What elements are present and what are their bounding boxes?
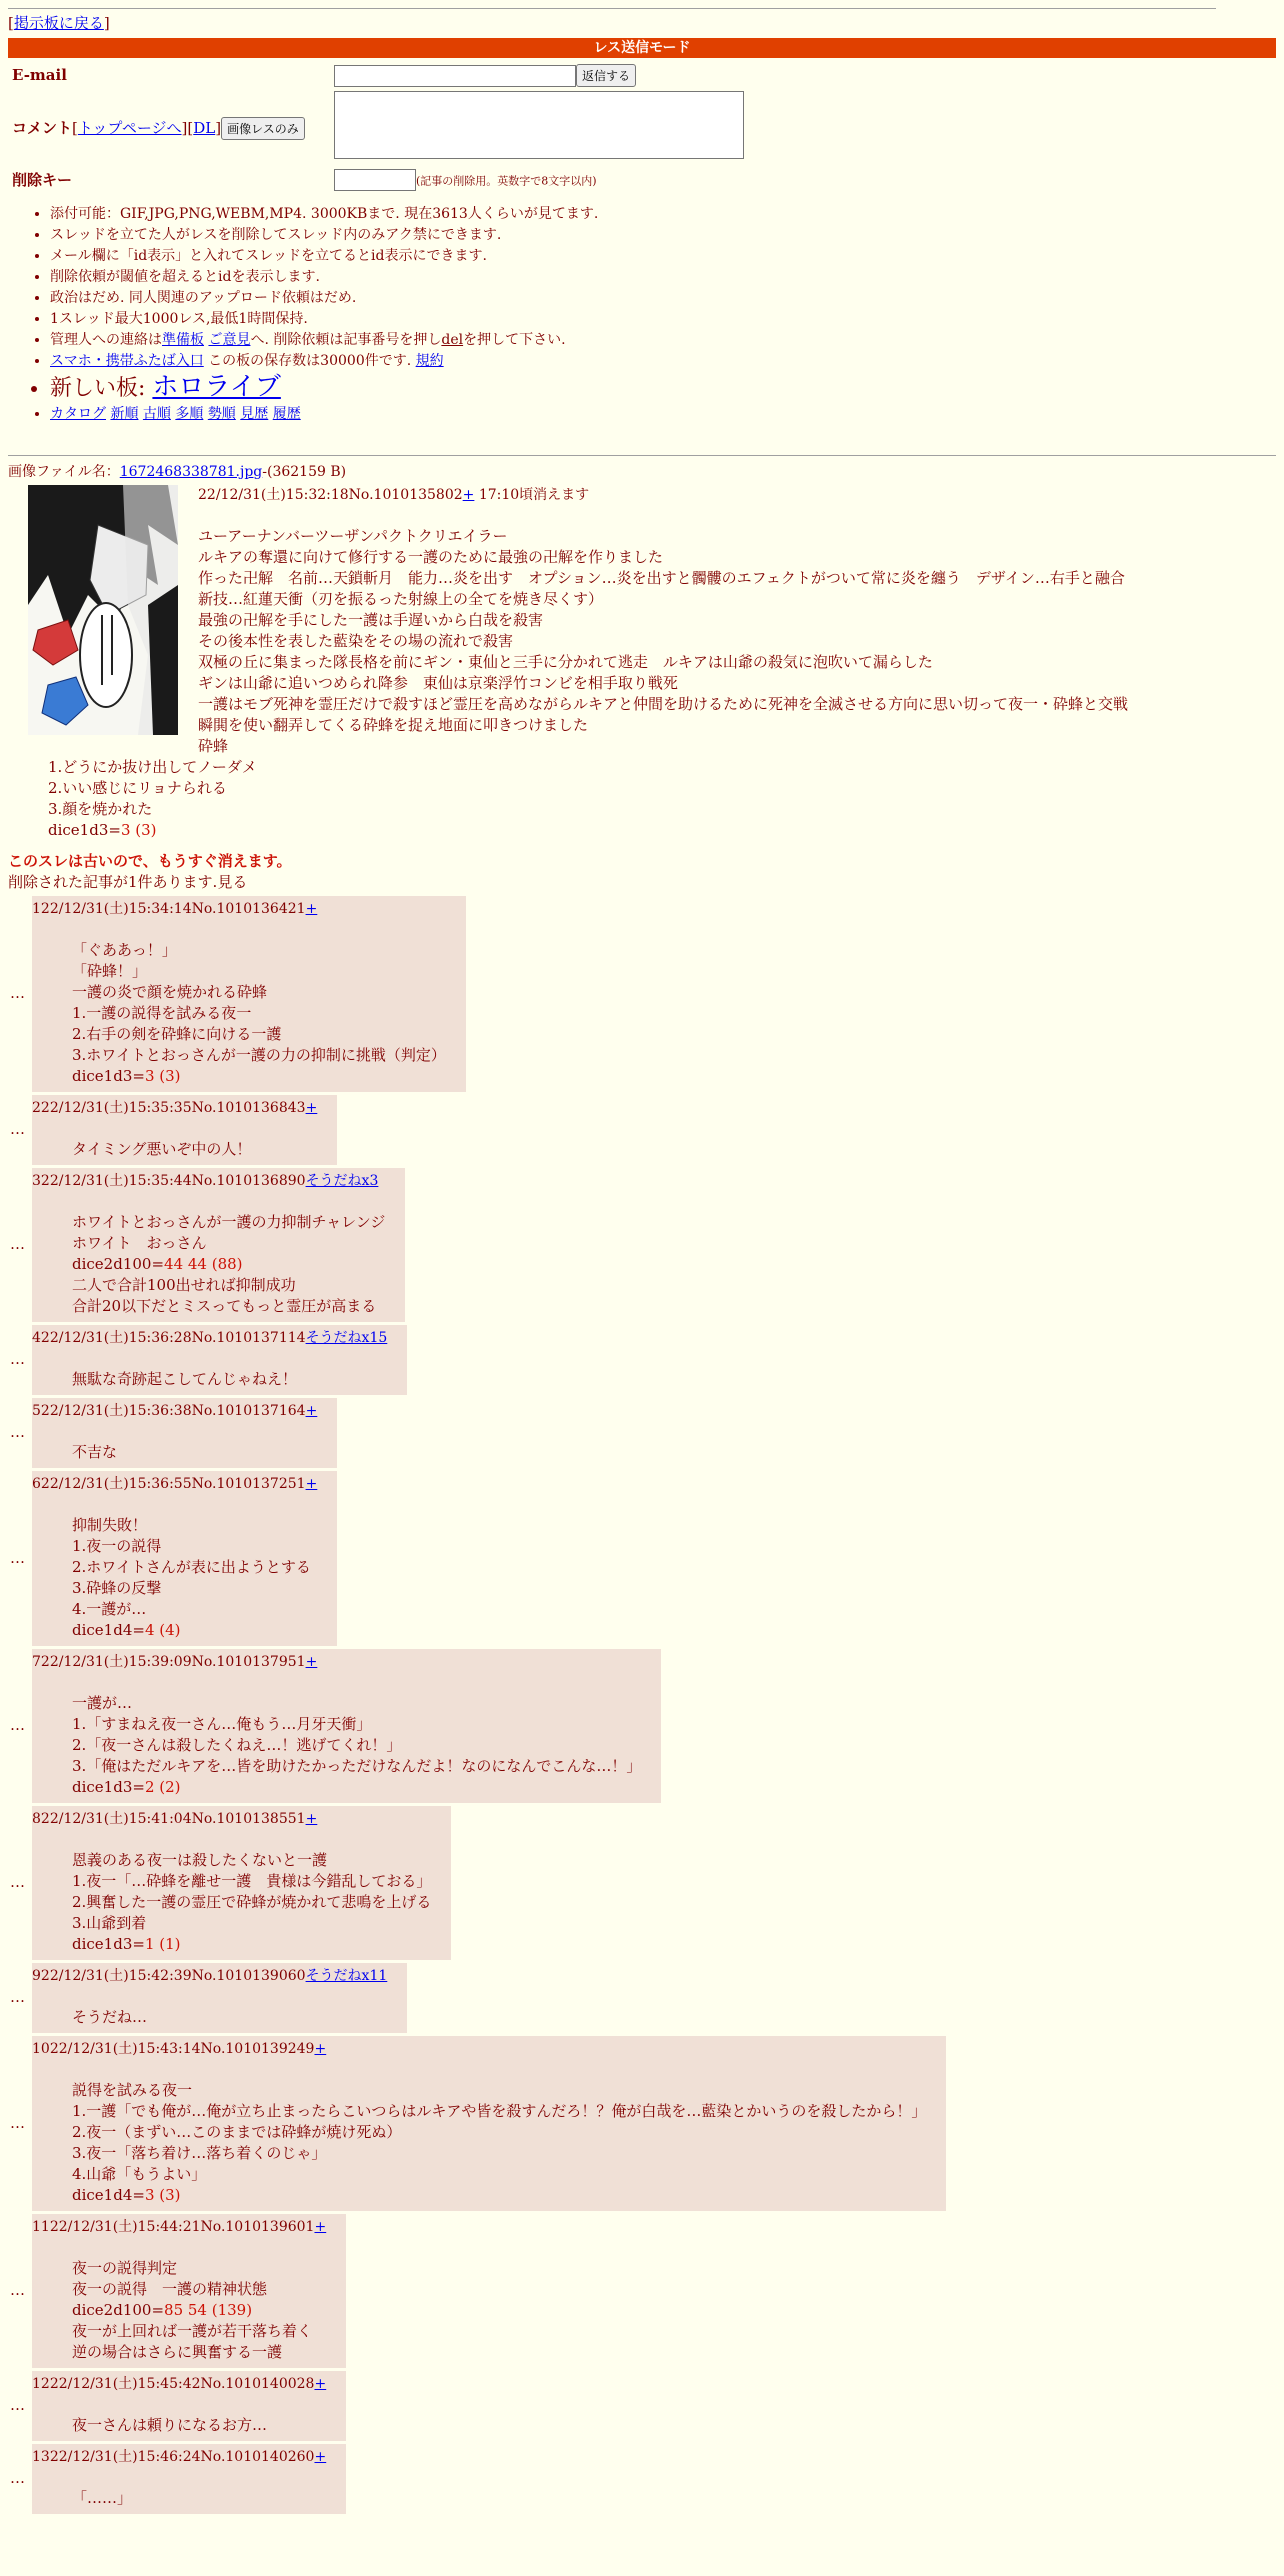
reply-box bbox=[32, 2214, 346, 2368]
op-post bbox=[8, 485, 1276, 841]
reply-row bbox=[8, 2036, 1276, 2211]
reply-body bbox=[72, 1139, 317, 1160]
dice-label: dice2d100= bbox=[72, 2300, 165, 2319]
contact-suffix: へ. 削除依頼は記事番号を押し bbox=[250, 331, 442, 348]
reply-body bbox=[72, 1850, 431, 1955]
mobile-text: この板の保存数は30000件です. bbox=[203, 352, 416, 369]
reply-number: 11 bbox=[32, 2218, 50, 2235]
reply-indent-dots: … bbox=[10, 1120, 25, 1138]
reply-body bbox=[72, 1442, 317, 1463]
reply-text: ホワイトとおっさんが一護の力抑制チャレンジ ホワイト おっさん bbox=[72, 1212, 386, 1252]
reply-action-link[interactable]: そうだねx3 bbox=[305, 1172, 379, 1189]
reply-box bbox=[32, 1398, 337, 1468]
reply-meta: 22/12/31(土)15:41:04No.1010138551 bbox=[40, 1810, 306, 1827]
file-label: 画像ファイル名： bbox=[8, 463, 120, 480]
reply-indent-dots: … bbox=[10, 2113, 25, 2132]
dice-result: 3 (3) bbox=[144, 2185, 181, 2204]
reply-row bbox=[8, 1806, 1276, 1960]
reply-body bbox=[72, 1693, 641, 1798]
reply-meta: 22/12/31(土)15:46:24No.1010140260 bbox=[49, 2448, 315, 2465]
reply-text: 無駄な奇跡起こしてんじゃねえ！ bbox=[72, 1369, 298, 1388]
delete-key-field[interactable] bbox=[334, 169, 416, 191]
sort-new-link[interactable]: 新順 bbox=[110, 405, 139, 422]
reply-indent-dots: … bbox=[10, 2396, 25, 2414]
reply-row bbox=[8, 1095, 1276, 1165]
bracket-close: ] bbox=[103, 14, 110, 32]
reply-number: 9 bbox=[32, 1967, 41, 1984]
reply-meta: 22/12/31(土)15:45:42No.1010140028 bbox=[49, 2375, 315, 2392]
reply-header bbox=[32, 2039, 926, 2060]
reply-meta: 22/12/31(土)15:43:14No.1010139249 bbox=[49, 2040, 315, 2057]
reply-list bbox=[8, 896, 1276, 2514]
junbi-board-link[interactable]: 準備板 bbox=[162, 331, 204, 348]
reply-box bbox=[32, 896, 466, 1092]
reply-action-link[interactable]: + bbox=[305, 900, 318, 917]
rule-item: • スレッドを立てた人がレスを削除してスレッド内のみアク禁にできます. bbox=[50, 225, 1276, 246]
reply-meta: 22/12/31(土)15:35:44No.1010136890 bbox=[40, 1172, 306, 1189]
sort-momentum-link[interactable]: 勢順 bbox=[207, 405, 236, 422]
rule-item: • 削除依頼が閾値を超えるとidを表示します. bbox=[50, 267, 1276, 288]
reply-header bbox=[32, 899, 446, 920]
terms-link[interactable]: 規約 bbox=[415, 352, 444, 369]
reply-action-link[interactable]: + bbox=[305, 1810, 318, 1827]
reply-text: タイミング悪いぞ中の人！ bbox=[72, 1139, 252, 1158]
del-word: del bbox=[441, 331, 464, 348]
reply-body bbox=[72, 2488, 326, 2509]
old-thread-warning: このスレは古いので、もうすぐ消えます。 bbox=[8, 851, 292, 870]
dice-label: dice1d3= bbox=[72, 1934, 145, 1953]
reply-header bbox=[32, 2217, 326, 2238]
reply-text-after: 夜一が上回れば一護が若干落ち着く 逆の場合はさらに興奮する一護 bbox=[72, 2321, 313, 2361]
contact-suffix2: を押して下さい. bbox=[463, 331, 566, 348]
reply-action-link[interactable]: そうだねx11 bbox=[305, 1967, 388, 1984]
dice-result: 1 (1) bbox=[144, 1934, 181, 1953]
reply-action-link[interactable]: + bbox=[305, 1653, 318, 1670]
dice-result: 44 44 (88) bbox=[164, 1254, 243, 1273]
reply-meta: 22/12/31(土)15:35:35No.1010136843 bbox=[40, 1099, 306, 1116]
reply-row bbox=[8, 2214, 1276, 2368]
reply-indent-dots: … bbox=[10, 984, 25, 1002]
reply-number: 4 bbox=[32, 1329, 41, 1346]
reply-box bbox=[32, 2036, 946, 2211]
reply-row bbox=[8, 2371, 1276, 2441]
reply-action-link[interactable]: そうだねx15 bbox=[305, 1329, 388, 1346]
reply-text: そうだね… bbox=[72, 2007, 148, 2026]
reply-action-link[interactable]: + bbox=[305, 1099, 318, 1116]
rule-item: • 政治はだめ. 同人関連のアップロード依頼はだめ. bbox=[50, 288, 1276, 309]
reply-header bbox=[32, 1652, 641, 1673]
new-board-item bbox=[50, 372, 1276, 404]
reply-row bbox=[8, 1398, 1276, 1468]
reply-box bbox=[32, 2371, 346, 2441]
reply-header bbox=[32, 1328, 387, 1349]
reply-text: 不吉な bbox=[72, 1442, 118, 1461]
rule-mobile bbox=[50, 351, 1276, 372]
dice-label: dice2d100= bbox=[72, 1254, 165, 1273]
reply-header bbox=[32, 1098, 317, 1119]
reply-meta: 22/12/31(土)15:42:39No.1010139060 bbox=[40, 1967, 306, 1984]
reply-box bbox=[32, 1963, 407, 2033]
reply-text: 説得を試みる夜一 1.一護「でも俺が…俺が立ち止まったらこいつらはルキアや皆を殺すんだろ！？俺が白哉を…藍染とかいうのを殺したから！」 2.夜一（まずい…このままでは砕蜂が焼け死ぬ） 3.夜一「落ち着け…落ち着くのじゃ」 4.山爺「もうよい」 bbox=[72, 2080, 927, 2183]
reply-header bbox=[32, 1401, 317, 1422]
reply-indent-dots: … bbox=[10, 1235, 25, 1253]
op-header bbox=[198, 485, 1276, 506]
op-body bbox=[198, 485, 1276, 757]
reply-text: 一護が… 1.「すまねえ夜一さん…俺もう…月牙天衝」 2.「夜一さんは殺したくねえ…！逃げてくれ！」 3.「俺はただルキアを…皆を助けたかっただけなんだよ！なのになんでこんな…！」 bbox=[72, 1693, 642, 1775]
dl-link[interactable]: DL bbox=[193, 118, 216, 137]
reply-text: 「ぐああっ！」 「砕蜂！」 一護の炎で顔を焼かれる砕蜂 1.一護の説得を試みる夜一 2.右手の剣を砕蜂に向ける一護 3.ホワイトとおっさんが一護の力の抑制に挑戦（判定） bbox=[72, 940, 446, 1064]
board-rules bbox=[8, 204, 1276, 425]
reply-action-link[interactable]: + bbox=[314, 2448, 327, 2465]
reply-meta: 22/12/31(土)15:36:28No.1010137114 bbox=[40, 1329, 306, 1346]
comment-label-cell: コメント[トップページへ][DL] 画像レスのみ bbox=[8, 89, 330, 167]
reply-number: 5 bbox=[32, 1402, 41, 1419]
sort-old-link[interactable]: 古順 bbox=[142, 405, 171, 422]
reply-text: 恩義のある夜一は殺したくないと一護 1.夜一「…砕蜂を離せ一護 貴様は今錯乱しておる」 2.興奮した一護の霊圧で砕蜂が焼かれて悲鳴を上げる 3.山爺到着 bbox=[72, 1850, 432, 1932]
hololive-board-link[interactable]: ホロライブ bbox=[152, 371, 281, 402]
reply-number: 6 bbox=[32, 1475, 41, 1492]
comment-textarea[interactable] bbox=[334, 91, 744, 159]
reply-row bbox=[8, 2444, 1276, 2514]
reply-box bbox=[32, 1095, 337, 1165]
reply-indent-dots: … bbox=[10, 1873, 25, 1891]
rule-item: • メール欄に「id表示」と入れてスレッドを立てるとid表示にできます. bbox=[50, 246, 1276, 267]
dice-result: 3 (3) bbox=[144, 1066, 181, 1085]
reply-body bbox=[72, 2007, 387, 2028]
reply-body bbox=[72, 2080, 926, 2206]
reply-indent-dots: … bbox=[10, 1716, 25, 1734]
rule-contact bbox=[50, 330, 1276, 351]
rule-item: • 添付可能：GIF,JPG,PNG,WEBM,MP4. 3000KBまで. 現在3613人くらいが見てます. bbox=[50, 204, 1276, 225]
reply-action-link[interactable]: + bbox=[305, 1402, 318, 1419]
reply-meta: 22/12/31(土)15:36:38No.1010137164 bbox=[40, 1402, 306, 1419]
reply-number: 12 bbox=[32, 2375, 50, 2392]
contact-prefix: 管理人への連絡は bbox=[50, 331, 162, 348]
reply-text: 夜一さんは頼りになるお方… bbox=[72, 2415, 268, 2434]
email-field[interactable] bbox=[334, 65, 576, 87]
reply-box bbox=[32, 2444, 346, 2514]
image-file-link[interactable]: 1672468338781.jpg bbox=[119, 463, 263, 480]
reply-box bbox=[32, 1806, 451, 1960]
comment-label: コメント bbox=[12, 118, 73, 137]
dice-label: dice1d4= bbox=[72, 1620, 145, 1639]
reply-number: 1 bbox=[32, 900, 41, 917]
reply-number: 8 bbox=[32, 1810, 41, 1827]
reply-body bbox=[72, 2415, 326, 2436]
file-size: -(362159 B) bbox=[262, 463, 347, 480]
reply-text: 夜一の説得判定 夜一の説得 一護の精神状態 bbox=[72, 2258, 268, 2298]
reply-header bbox=[32, 2447, 326, 2468]
reply-box bbox=[32, 1649, 661, 1803]
post-form bbox=[8, 62, 748, 194]
reply-body bbox=[72, 1212, 385, 1317]
op-choice-list: 1.どうにか抜け出してノーダメ 2.いい感じにリョナられる 3.顔を焼かれた bbox=[48, 757, 257, 818]
reply-action-link[interactable]: + bbox=[314, 2040, 327, 2057]
op-expire: 17:10頃消えます bbox=[474, 486, 590, 503]
reply-text: 抑制失敗！ 1.夜一の説得 2.ホワイトさんが表に出ようとする 3.砕蜂の反撃 4.一護が… bbox=[72, 1515, 311, 1618]
reply-indent-dots: … bbox=[10, 1548, 25, 1567]
reply-body bbox=[72, 2258, 326, 2363]
reply-box bbox=[32, 1168, 405, 1322]
op-dice bbox=[48, 821, 157, 839]
reply-indent-dots: … bbox=[10, 2469, 25, 2487]
new-board-label: 新しい板: bbox=[50, 375, 153, 401]
image-only-button[interactable]: 画像レスのみ bbox=[221, 117, 305, 140]
reply-number: 10 bbox=[32, 2040, 50, 2057]
reply-meta: 22/12/31(土)15:39:09No.1010137951 bbox=[40, 1653, 306, 1670]
reply-row bbox=[8, 1168, 1276, 1322]
op-meta: 22/12/31(土)15:32:18No.1010135802 bbox=[198, 486, 463, 503]
dice-result: 3 (3) bbox=[120, 820, 157, 839]
reply-header bbox=[32, 1474, 317, 1495]
op-plus-link[interactable]: + bbox=[462, 486, 475, 503]
file-info bbox=[8, 462, 1276, 483]
reply-body bbox=[72, 1515, 317, 1641]
rule-item: • 1スレッド最大1000レス,最低1時間保持. bbox=[50, 309, 1276, 330]
reply-indent-dots: … bbox=[10, 1350, 25, 1368]
reply-number: 3 bbox=[32, 1172, 41, 1189]
history-link[interactable]: 履歴 bbox=[272, 405, 301, 422]
reply-number: 2 bbox=[32, 1099, 41, 1116]
sort-many-link[interactable]: 多順 bbox=[175, 405, 204, 422]
delete-key-label: 削除キー bbox=[12, 170, 73, 189]
dice-result: 85 54 (139) bbox=[164, 2300, 253, 2319]
reply-row bbox=[8, 896, 1276, 1092]
op-text: ユーアーナンバーツーザンパクトクリエイラー ルキアの奪還に向けて修行する一護のために最強の卍解を作りました 作った卍解 名前…天鎖斬月 能力…炎を出す オプション…炎を出すと髑髏のエフェクトがついて常に炎を纏う デザイン…右手と融合 新技…紅蓮天衝（刃を振るった射線上の全てを焼き尽くす） 最強の卍解を手にした一護は手遅いから白哉を殺害 その後本性を表した藍染をその場の流れで殺害 双極の丘に集まった隊長格を前にギン・東仙と三手に分かれて逃走 ルキアは山爺の殺気に泡吹いて漏らした ギンは山爺に追いつめられ降参 東仙は京楽浮竹コンビを相手取り戦死 一護はモブ死神を霊圧だけで殺すほど霊圧を高めながらルキアと仲間を助けるために死神を全滅させる方向に思い切って夜一・砕蜂と交戦 瞬閧を使い翻弄してくる砕蜂を捉え地面に叩きつけました 砕蜂 bbox=[198, 526, 1129, 755]
reply-meta: 22/12/31(土)15:44:21No.1010139601 bbox=[49, 2218, 315, 2235]
email-label: E-mail bbox=[12, 66, 67, 84]
reply-row bbox=[8, 1963, 1276, 2033]
reply-action-link[interactable]: + bbox=[314, 2218, 327, 2235]
feedback-link[interactable]: ご意見 bbox=[208, 331, 251, 348]
catalog-link[interactable]: カタログ bbox=[50, 405, 106, 422]
reply-row bbox=[8, 1471, 1276, 1646]
reply-meta: 22/12/31(土)15:34:14No.1010136421 bbox=[40, 900, 306, 917]
mobile-entry-link[interactable]: スマホ・携帯ふたば入口 bbox=[50, 352, 204, 369]
reply-text: 「……」 bbox=[72, 2488, 133, 2507]
reply-number: 13 bbox=[32, 2448, 50, 2465]
thumbnail-image[interactable] bbox=[28, 485, 178, 735]
reply-box bbox=[32, 1325, 407, 1395]
reply-row bbox=[8, 1649, 1276, 1803]
reply-indent-dots: … bbox=[10, 1423, 25, 1441]
reply-indent-dots: … bbox=[10, 1988, 25, 2006]
reply-number: 7 bbox=[32, 1653, 41, 1670]
bracket-open: [ bbox=[8, 14, 14, 32]
delete-key-note: (記事の削除用。英数字で8文字以内) bbox=[416, 174, 597, 188]
dice-result: 4 (4) bbox=[144, 1620, 181, 1639]
submit-reply-button[interactable]: 返信する bbox=[576, 64, 636, 87]
dice-label: dice1d3= bbox=[48, 820, 121, 839]
reply-row bbox=[8, 1325, 1276, 1395]
dice-label: dice1d3= bbox=[72, 1777, 145, 1796]
reply-indent-dots: … bbox=[10, 2281, 25, 2299]
reply-action-link[interactable]: + bbox=[305, 1475, 318, 1492]
catalog-links bbox=[50, 404, 1276, 425]
manga-thumbnail-icon bbox=[28, 485, 178, 735]
reply-box bbox=[32, 1471, 337, 1646]
reply-mode-title: レス送信モード bbox=[8, 38, 1276, 58]
dice-label: dice1d4= bbox=[72, 2185, 145, 2204]
reply-header bbox=[32, 1809, 431, 1830]
viewed-history-link[interactable]: 見歴 bbox=[240, 405, 269, 422]
dice-result: 2 (2) bbox=[144, 1777, 181, 1796]
back-nav bbox=[8, 13, 1276, 34]
reply-header bbox=[32, 2374, 326, 2395]
op-options bbox=[8, 757, 1276, 841]
reply-header bbox=[32, 1966, 387, 1987]
reply-header bbox=[32, 1171, 385, 1192]
top-page-link[interactable]: トップページへ bbox=[77, 118, 182, 137]
reply-body bbox=[72, 940, 446, 1087]
top-divider bbox=[8, 8, 1216, 9]
thread-divider bbox=[8, 455, 1276, 456]
reply-meta: 22/12/31(土)15:36:55No.1010137251 bbox=[40, 1475, 306, 1492]
back-to-board-link[interactable]: 掲示板に戻る bbox=[13, 14, 104, 32]
reply-body bbox=[72, 1369, 387, 1390]
deleted-note: 削除された記事が1件あります.見る bbox=[8, 872, 248, 891]
reply-text-after: 二人で合計100出せれば抑制成功 合計20以下だとミスってもっと霊圧が高まる bbox=[72, 1275, 377, 1315]
reply-action-link[interactable]: + bbox=[314, 2375, 327, 2392]
dice-label: dice1d3= bbox=[72, 1066, 145, 1085]
